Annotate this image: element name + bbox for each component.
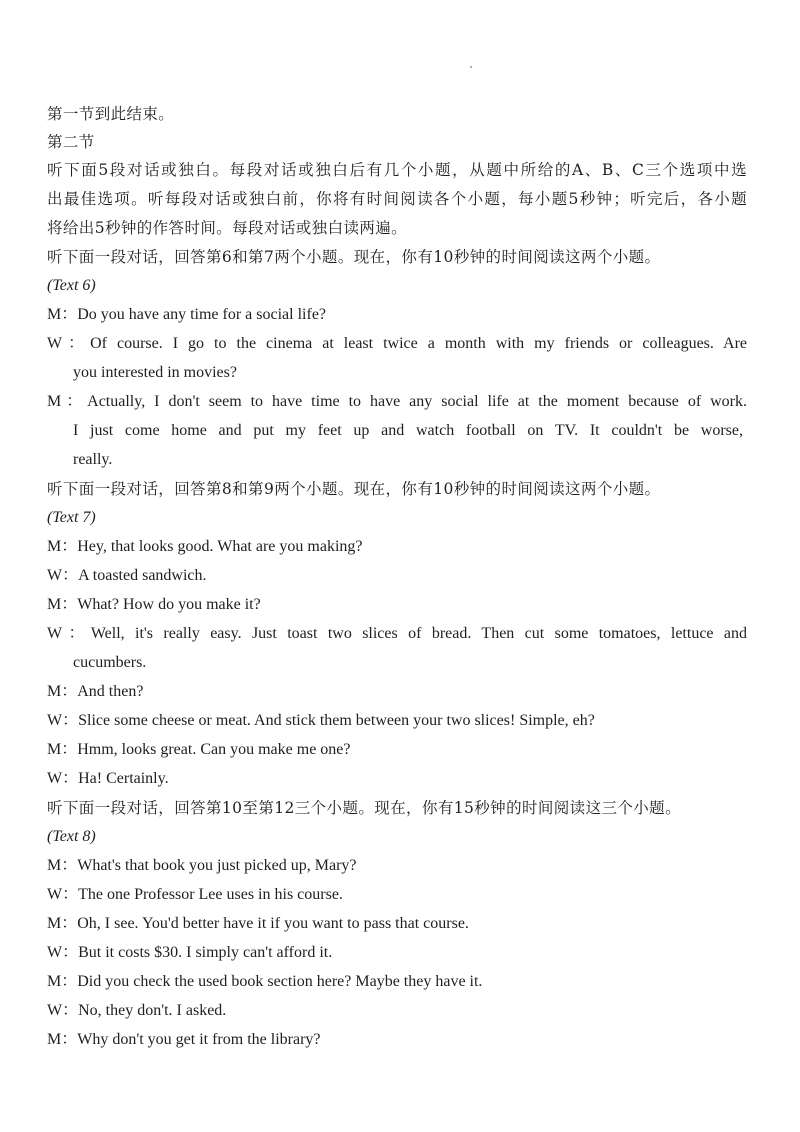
dialogue-line: W：Ha! Certainly.: [47, 770, 169, 787]
text7-prompt: 听下面一段对话，回答第8和第9两个小题。现在，你有10秒钟的时间阅读这两个小题。: [47, 480, 661, 498]
instruction-line: 将给出5秒钟的作答时间。每段对话或独白读两遍。: [47, 219, 408, 237]
text6-label: (Text 6): [47, 277, 96, 294]
dialogue-line: M：Oh, I see. You'd better have it if you want to pass that course.: [47, 915, 469, 932]
text7-label: (Text 7): [47, 509, 96, 526]
dialogue-line: M：What? How do you make it?: [47, 596, 261, 613]
text6-prompt: 听下面一段对话，回答第6和第7两个小题。现在，你有10秒钟的时间阅读这两个小题。: [47, 248, 661, 266]
instruction-line: 听下面5段对话或独白。每段对话或独白后有几个小题，从题中所给的A、B、C三个选项中选: [47, 161, 747, 179]
dialogue-line: I just come home and put my feet up and watch football on TV. It couldn't be worse,: [73, 422, 743, 439]
dialogue-line: M：Did you check the used book section here? Maybe they have it.: [47, 973, 483, 990]
dialogue-line: M：Do you have any time for a social life?: [47, 306, 327, 323]
dialogue-line: W：The one Professor Lee uses in his course.: [47, 886, 343, 903]
dialogue-line: W：Of course. I go to the cinema at least twice a month with my friends or colleagues. Are: [47, 335, 747, 352]
text8-label: (Text 8): [47, 828, 96, 845]
section1-end: 第一节到此结束。: [47, 105, 175, 123]
dialogue-line: W：Slice some cheese or meat. And stick them between your two slices! Simple, eh?: [47, 712, 595, 729]
dialogue-line: W：But it costs $30. I simply can't afford it.: [47, 944, 333, 961]
dialogue-line: W：No, they don't. I asked.: [47, 1002, 227, 1019]
dialogue-line: M：Actually, I don't seem to have time to have any social life at the moment because of work.: [47, 393, 747, 410]
dialogue-line: you interested in movies?: [73, 364, 237, 381]
dialogue-line: really.: [73, 451, 113, 468]
dialogue-line: M：What's that book you just picked up, Mary?: [47, 857, 357, 874]
dialogue-line: W：A toasted sandwich.: [47, 567, 207, 584]
section2-title: 第二节: [47, 133, 95, 151]
dialogue-line: W：Well, it's really easy. Just toast two slices of bread. Then cut some tomatoes, lettuce and: [47, 625, 747, 642]
instruction-line: 出最佳选项。听每段对话或独白前，你将有时间阅读各个小题，每小题5秒钟；听完后，各小题: [47, 190, 747, 208]
scan-speck: [470, 66, 472, 68]
dialogue-line: M：And then?: [47, 683, 144, 700]
dialogue-line: M：Why don't you get it from the library?: [47, 1031, 321, 1048]
dialogue-line: cucumbers.: [73, 654, 147, 671]
dialogue-line: M：Hey, that looks good. What are you making?: [47, 538, 363, 555]
dialogue-line: M：Hmm, looks great. Can you make me one?: [47, 741, 351, 758]
text8-prompt: 听下面一段对话，回答第10至第12三个小题。现在，你有15秒钟的时间阅读这三个小题。: [47, 799, 681, 817]
